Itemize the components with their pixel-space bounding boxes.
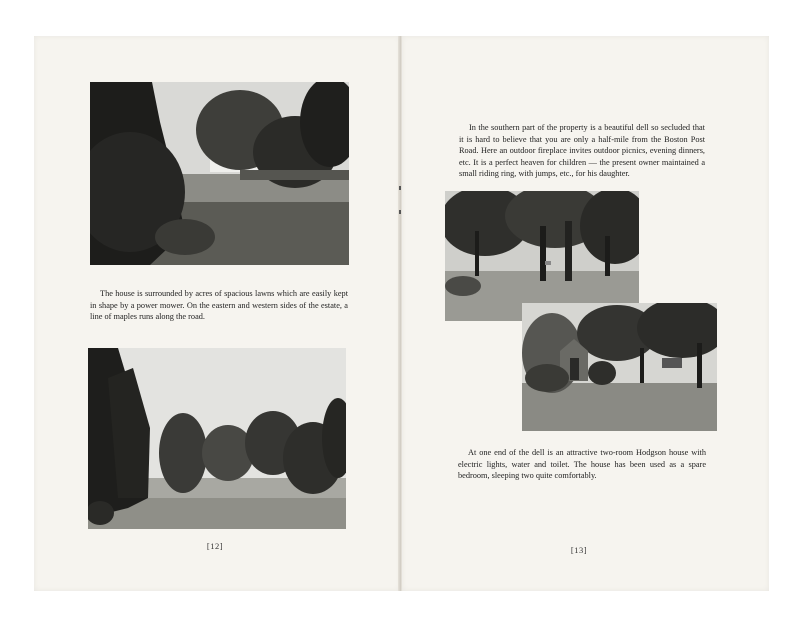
photo-hodgson-house	[522, 303, 717, 431]
photo-maple-field	[88, 348, 346, 529]
left-page-number: [12]	[206, 541, 224, 551]
right-page	[401, 36, 769, 591]
lawn-caption	[90, 288, 348, 323]
hodgson-caption	[458, 447, 706, 482]
left-page	[34, 36, 401, 591]
lawn-caption-text: The house is surrounded by acres of spacious lawns which are easily kept in shape by a power mower. On the eastern and western sides of the estate, a line of maples runs along the road.	[90, 289, 348, 322]
hodgson-caption-text: At one end of the dell is an attractive two-room Hodgson house with electric lights, water and toilet. The house has been used as a spare bedroom, sleeping two quite comfortably.	[458, 448, 706, 481]
photo-dell-trees	[445, 191, 639, 321]
booklet-spread	[34, 36, 768, 591]
right-page-number: [13]	[570, 545, 588, 555]
dell-intro-text: In the southern part of the property is a beautiful dell so secluded that it is hard to believe that you are only a half-mile from the Boston Post Road. Here an outdoor fireplace invites outdoor picnics, evening dinners, etc. It is a perfect heaven for children — the present owner maintained a small riding ring, with jumps, etc., for his daughter.	[459, 123, 705, 179]
photo-house-lawn	[90, 82, 349, 265]
dell-intro	[459, 122, 705, 180]
